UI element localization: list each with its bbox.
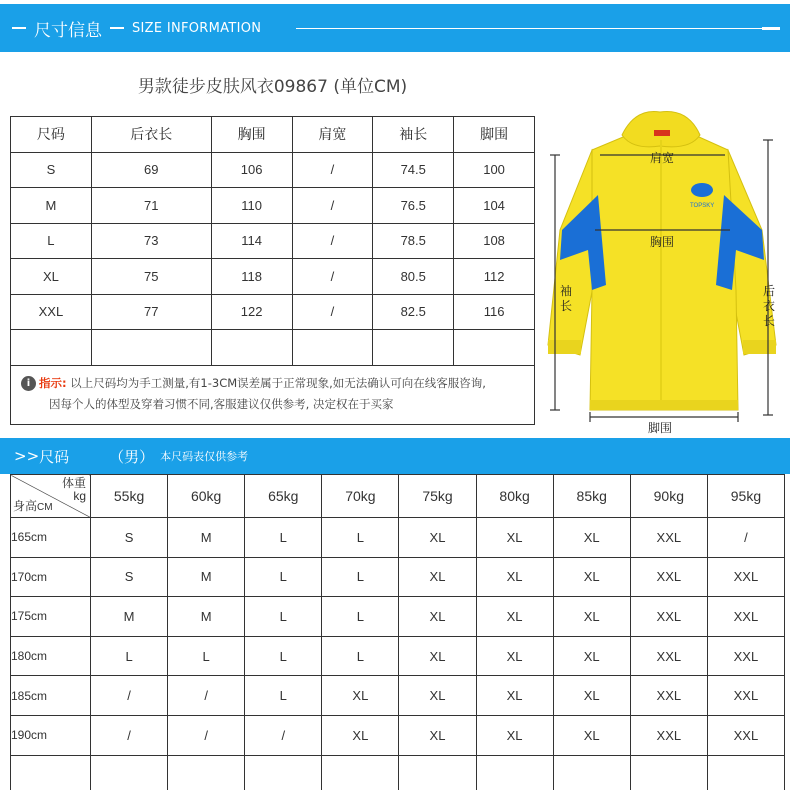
size-table-cell: 71	[91, 188, 211, 224]
recommended-size-cell: XL	[476, 715, 553, 755]
shoulder-label: 肩宽	[650, 151, 675, 165]
recommended-size-cell: S	[91, 518, 168, 558]
size-table-header-cell: 肩宽	[292, 117, 373, 153]
jacket-left-cuff	[548, 340, 581, 354]
size-table-header-cell: 尺码	[11, 117, 92, 153]
size-table-cell: /	[292, 223, 373, 259]
recommended-size-cell: M	[168, 597, 245, 637]
size-table-cell: 116	[454, 294, 535, 330]
weight-header-cell: 60kg	[168, 475, 245, 518]
table-row	[11, 636, 785, 676]
recommended-size-cell	[553, 755, 630, 790]
size-table-cell	[292, 330, 373, 366]
banner-rule-end	[762, 27, 780, 30]
size-table-cell: 77	[91, 294, 211, 330]
recommended-size-cell: XL	[399, 636, 476, 676]
size-table-cell: /	[292, 259, 373, 295]
recommended-size-cell: /	[245, 715, 322, 755]
recommended-size-cell: XL	[399, 715, 476, 755]
size-table-cell: /	[292, 188, 373, 224]
recommended-size-cell: M	[168, 518, 245, 558]
recommended-size-cell: XL	[476, 676, 553, 716]
weight-header-cell: 95kg	[707, 475, 784, 518]
weight-header-cell: 85kg	[553, 475, 630, 518]
recommended-size-cell: XL	[476, 597, 553, 637]
banner-rule	[296, 28, 780, 29]
recommended-size-cell: XL	[553, 518, 630, 558]
banner-title	[12, 4, 261, 52]
size-table-cell: 78.5	[373, 223, 454, 259]
table-row	[11, 676, 785, 716]
weight-header-cell: 90kg	[630, 475, 707, 518]
recommended-size-cell: XXL	[707, 636, 784, 676]
recommended-size-cell: L	[322, 636, 399, 676]
recommended-size-cell: L	[322, 557, 399, 597]
recommended-size-cell: XXL	[630, 518, 707, 558]
recommended-size-cell: L	[245, 676, 322, 716]
hem-label: 脚围	[648, 421, 673, 435]
size-table-cell: 106	[211, 152, 292, 188]
recommended-size-cell	[399, 755, 476, 790]
recommended-size-cell: XL	[399, 597, 476, 637]
size-table-cell: 100	[454, 152, 535, 188]
corner-weight-unit: kg	[73, 489, 86, 503]
size-table-header-row	[11, 117, 535, 153]
size-table-cell: 110	[211, 188, 292, 224]
note-label: 指示:	[39, 376, 67, 390]
table-row	[11, 597, 785, 637]
recommended-size-cell	[322, 755, 399, 790]
recommended-size-cell: L	[322, 597, 399, 637]
recommended-size-cell: XXL	[630, 636, 707, 676]
recommended-size-cell: XXL	[630, 597, 707, 637]
jacket-right-cuff	[743, 340, 776, 354]
size-table-cell: 82.5	[373, 294, 454, 330]
size-table-cell: 73	[91, 223, 211, 259]
size-table-cell: S	[11, 152, 92, 188]
banner-dash-left	[12, 27, 26, 29]
note-line-1	[21, 373, 524, 394]
size-table-cell	[91, 330, 211, 366]
info-icon: i	[21, 376, 36, 391]
banner-title-en: SIZE INFORMATION	[132, 20, 262, 36]
size-table-cell: 75	[91, 259, 211, 295]
chest-label: 胸围	[650, 235, 675, 249]
jacket-hem	[590, 400, 738, 410]
size-table-cell: 76.5	[373, 188, 454, 224]
brand-logo-text: TOPSKY	[690, 203, 715, 209]
size-table-cell	[454, 330, 535, 366]
recommended-size-cell	[707, 755, 784, 790]
size-table-header-cell: 胸围	[211, 117, 292, 153]
height-weight-table	[10, 474, 785, 790]
recommended-size-cell: L	[91, 636, 168, 676]
recommended-size-cell: XXL	[707, 715, 784, 755]
recommended-size-cell: XL	[553, 676, 630, 716]
size-table-header-cell: 后衣长	[91, 117, 211, 153]
recommended-size-cell: XL	[553, 636, 630, 676]
table-row	[11, 330, 535, 366]
height-cell: 190cm	[11, 715, 91, 755]
size-table-cell: XXL	[11, 294, 92, 330]
recommended-size-cell: XL	[553, 715, 630, 755]
banner-title-cn: 尺寸信息	[34, 20, 102, 41]
height-cell: 170cm	[11, 557, 91, 597]
table-row	[11, 223, 535, 259]
table-row	[11, 755, 785, 790]
recommended-size-cell: /	[91, 715, 168, 755]
size-table-cell: XL	[11, 259, 92, 295]
size-table-cell	[11, 330, 92, 366]
sleeve-label-2: 长	[560, 299, 573, 313]
size-measurement-table	[10, 116, 535, 366]
recommended-size-cell: L	[245, 518, 322, 558]
size-table-cell: M	[11, 188, 92, 224]
recommended-size-cell: L	[245, 636, 322, 676]
recommended-size-cell: XXL	[707, 676, 784, 716]
size-table-header-cell: 袖长	[373, 117, 454, 153]
table-row	[11, 259, 535, 295]
weight-header-cell: 80kg	[476, 475, 553, 518]
size-table-cell	[373, 330, 454, 366]
table-row	[11, 188, 535, 224]
height-cell	[11, 755, 91, 790]
size-table-cell: 69	[91, 152, 211, 188]
back-length-label-2: 衣	[763, 299, 776, 313]
recommended-size-cell: XL	[399, 557, 476, 597]
recommended-size-cell: XXL	[707, 557, 784, 597]
brand-logo-icon	[691, 183, 713, 197]
note-text-1: 以上尺码均为手工测量,有1-3CM误差属于正常现象,如无法确认可向在线客服咨询,	[70, 376, 486, 390]
recommended-size-cell: XL	[322, 676, 399, 716]
recommended-size-cell: /	[168, 715, 245, 755]
recommended-size-cell	[91, 755, 168, 790]
height-cell: 165cm	[11, 518, 91, 558]
table-row	[11, 518, 785, 558]
recommended-size-cell: XL	[399, 518, 476, 558]
size-table-cell: /	[292, 152, 373, 188]
recommended-size-cell: L	[168, 636, 245, 676]
recommended-size-cell: XL	[399, 676, 476, 716]
corner-weight: 体重	[61, 476, 86, 490]
recommended-size-cell: XL	[553, 557, 630, 597]
measurement-note	[10, 365, 535, 425]
size-table-cell: 118	[211, 259, 292, 295]
recommended-size-cell: XXL	[707, 597, 784, 637]
recommended-size-cell: XL	[476, 557, 553, 597]
recommended-size-cell: XXL	[630, 715, 707, 755]
corner-header	[11, 475, 91, 518]
size-bar-label: 尺码	[39, 447, 70, 466]
size-table-header-cell: 脚围	[454, 117, 535, 153]
table-row	[11, 557, 785, 597]
jacket-measurement-diagram	[540, 110, 790, 440]
sleeve-label-1: 袖	[560, 284, 573, 298]
weight-header-cell: 75kg	[399, 475, 476, 518]
recommended-size-cell	[630, 755, 707, 790]
recommended-size-cell: L	[322, 518, 399, 558]
recommended-size-cell: XXL	[630, 676, 707, 716]
size-table-cell: L	[11, 223, 92, 259]
jacket-illustration	[540, 110, 790, 440]
banner-dash-mid	[110, 27, 124, 29]
table-row	[11, 152, 535, 188]
size-info-banner	[0, 4, 790, 52]
recommended-size-cell: L	[245, 557, 322, 597]
recommended-size-cell: /	[168, 676, 245, 716]
recommended-size-cell: XXL	[630, 557, 707, 597]
recommended-size-cell	[476, 755, 553, 790]
corner-height-unit: CM	[37, 502, 53, 513]
weight-header-cell: 55kg	[91, 475, 168, 518]
recommended-size-cell: S	[91, 557, 168, 597]
recommended-size-cell: /	[707, 518, 784, 558]
recommended-size-cell: /	[91, 676, 168, 716]
recommended-size-cell	[168, 755, 245, 790]
jacket-body	[590, 132, 738, 410]
size-table-cell: 122	[211, 294, 292, 330]
size-table-cell: 108	[454, 223, 535, 259]
size-table-cell	[211, 330, 292, 366]
recommended-size-cell	[245, 755, 322, 790]
recommended-size-cell: L	[245, 597, 322, 637]
size-bar-arrow: >>	[14, 447, 40, 465]
recommended-size-cell: XL	[476, 636, 553, 676]
size-table-cell: 80.5	[373, 259, 454, 295]
table-row	[11, 294, 535, 330]
size-table-cell: /	[292, 294, 373, 330]
back-length-label-3: 长	[763, 314, 776, 328]
recommended-size-cell: XL	[476, 518, 553, 558]
weight-header-row	[11, 475, 785, 518]
back-length-label-1: 后	[763, 284, 776, 298]
size-recommendation-bar	[0, 438, 790, 474]
weight-header-cell: 65kg	[245, 475, 322, 518]
recommended-size-cell: M	[91, 597, 168, 637]
recommended-size-cell: M	[168, 557, 245, 597]
size-table-cell: 104	[454, 188, 535, 224]
height-cell: 180cm	[11, 636, 91, 676]
recommended-size-cell: XL	[322, 715, 399, 755]
product-title: 男款徒步皮肤风衣09867 (单位CM)	[137, 77, 408, 97]
size-table-cell: 112	[454, 259, 535, 295]
corner-height: 身高	[13, 499, 38, 513]
size-bar-gender: （男）	[109, 447, 155, 466]
height-cell: 185cm	[11, 676, 91, 716]
height-cell: 175cm	[11, 597, 91, 637]
recommended-size-cell: XL	[553, 597, 630, 637]
size-table-cell: 74.5	[373, 152, 454, 188]
size-bar-note: 本尺码表仅供参考	[160, 450, 249, 463]
weight-header-cell: 70kg	[322, 475, 399, 518]
jacket-collar-tab	[654, 130, 670, 136]
table-row	[11, 715, 785, 755]
note-line-2: 因每个人的体型及穿着习惯不同,客服建议仅供参考, 决定权在于买家	[49, 397, 394, 411]
size-table-cell: 114	[211, 223, 292, 259]
